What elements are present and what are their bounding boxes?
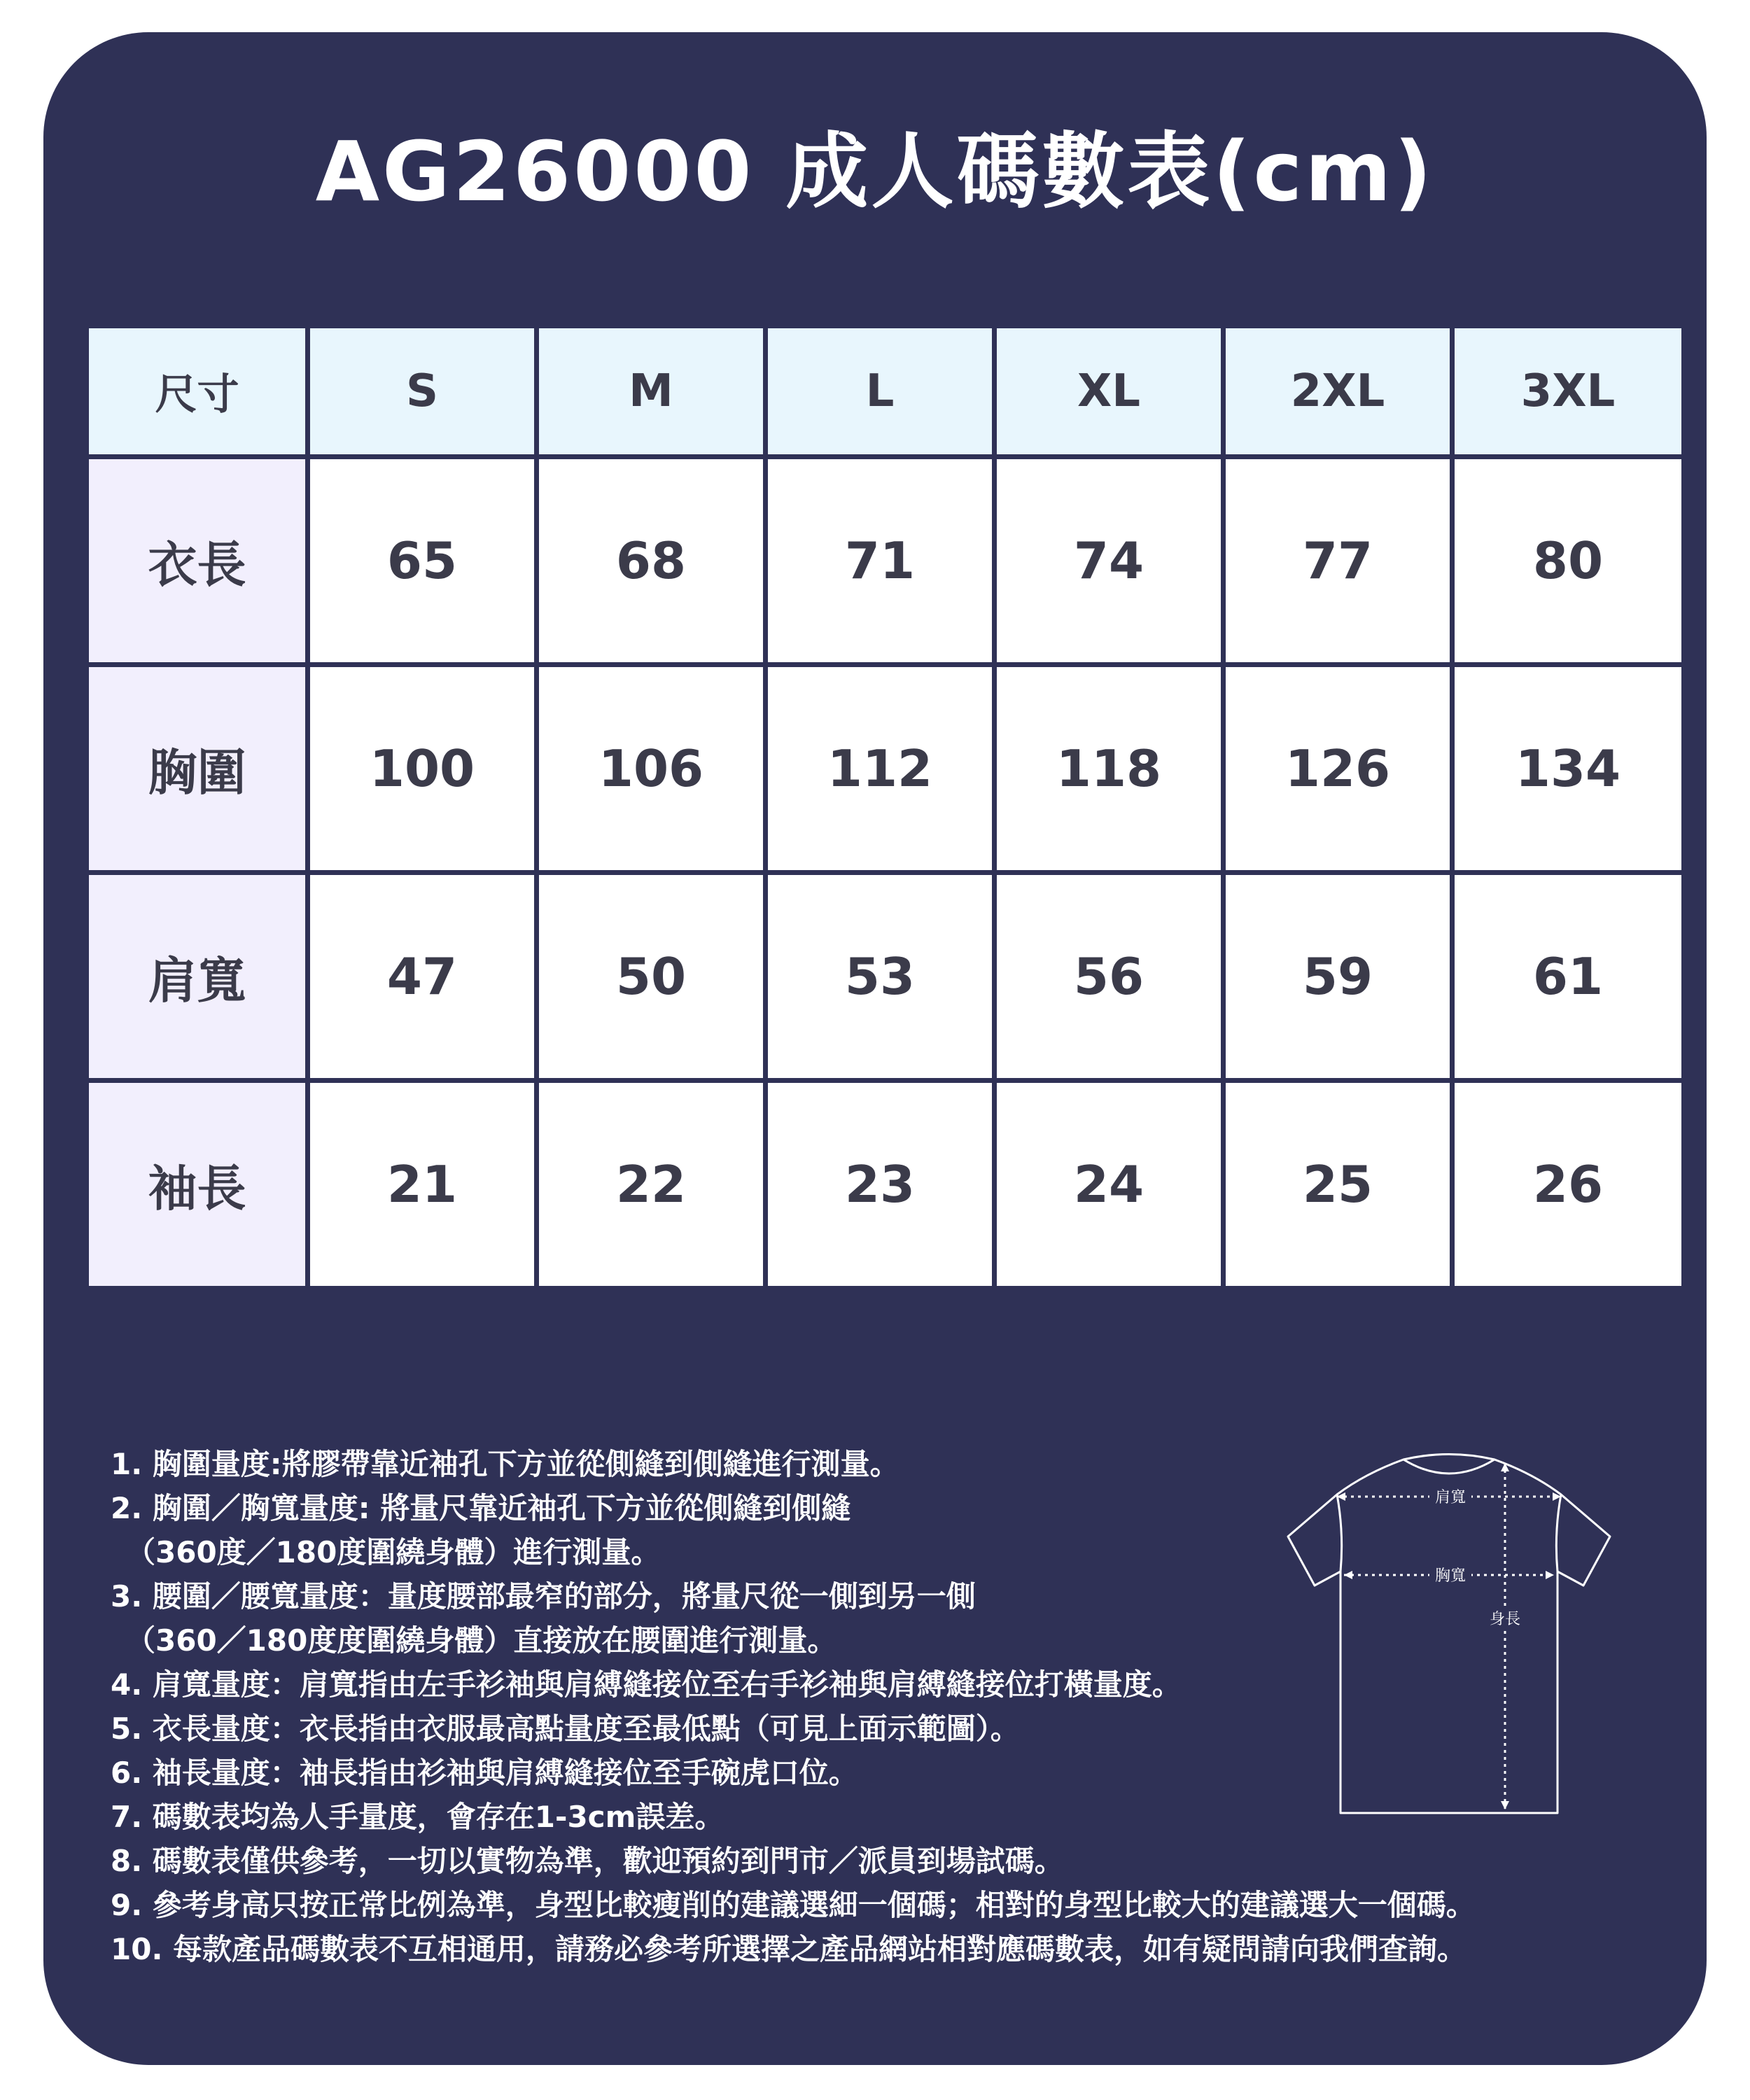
table-cell: 59 — [1224, 873, 1452, 1081]
table-cell: 65 — [308, 457, 537, 665]
table-cell: 134 — [1452, 665, 1684, 873]
table-cell: 118 — [995, 665, 1224, 873]
header-cell: M — [537, 326, 766, 457]
table-cell: 80 — [1452, 457, 1684, 665]
table-cell: 68 — [537, 457, 766, 665]
note-item: 9. 參考身高只按正常比例為準，身型比較瘦削的建議選細一個碼；相對的身型比較大的建議選大一個碼。 — [111, 1888, 1476, 1922]
table-row — [87, 457, 1684, 665]
table-cell: 71 — [766, 457, 995, 665]
tshirt-diagram — [1239, 1435, 1659, 1820]
shoulder-label: 肩寬 — [1434, 1489, 1466, 1506]
table-cell: 23 — [766, 1081, 995, 1289]
note-item: 7. 碼數表均為人手量度，會存在1-3cm誤差。 — [111, 1800, 724, 1834]
table-cell: 77 — [1224, 457, 1452, 665]
table-header-row — [87, 326, 1684, 457]
table-cell: 56 — [995, 873, 1224, 1081]
note-item: 3. 腰圍／腰寬量度：量度腰部最窄的部分，將量尺從一側到另一側 — [111, 1579, 976, 1614]
right-sleeve-seam — [1556, 1494, 1561, 1572]
table-cell: 53 — [766, 873, 995, 1081]
table-row — [87, 873, 1684, 1081]
table-cell: 106 — [537, 665, 766, 873]
row-label: 衣長 — [87, 457, 308, 665]
tshirt-collar — [1404, 1460, 1494, 1474]
table-cell: 50 — [537, 873, 766, 1081]
table-cell: 25 — [1224, 1081, 1452, 1289]
header-cell: 2XL — [1224, 326, 1452, 457]
left-sleeve-seam — [1337, 1494, 1342, 1572]
header-cell-size: 尺寸 — [87, 326, 308, 457]
table-cell: 100 — [308, 665, 537, 873]
page-title: AG26000 成人碼數表(cm) — [315, 123, 1435, 220]
table-cell: 24 — [995, 1081, 1224, 1289]
note-item: 6. 袖長量度：袖長指由衫袖與肩縛縫接位至手碗虎口位。 — [111, 1756, 858, 1790]
note-item: （360／180度度圍繞身體）直接放在腰圍進行測量。 — [126, 1623, 837, 1658]
note-item: （360度／180度圍繞身體）進行測量。 — [126, 1535, 661, 1569]
table-row — [87, 665, 1684, 873]
table-cell: 21 — [308, 1081, 537, 1289]
table-cell: 47 — [308, 873, 537, 1081]
table-row — [87, 1081, 1684, 1289]
note-item: 4. 肩寬量度：肩寬指由左手衫袖與肩縛縫接位至右手衫袖與肩縛縫接位打橫量度。 — [111, 1667, 1182, 1702]
row-label: 胸圍 — [87, 665, 308, 873]
tshirt-outline — [1288, 1455, 1610, 1814]
note-item: 1. 胸圍量度:將膠帶靠近袖孔下方並從側縫到側縫進行測量。 — [111, 1447, 899, 1481]
size-table — [84, 323, 1686, 1291]
header-cell: L — [766, 326, 995, 457]
table-cell: 22 — [537, 1081, 766, 1289]
table-cell: 26 — [1452, 1081, 1684, 1289]
note-item: 2. 胸圍／胸寬量度: 將量尺靠近袖孔下方並從側縫到側縫 — [111, 1491, 851, 1525]
note-item: 8. 碼數表僅供參考，一切以實物為準，歡迎預約到門市／派員到場試碼。 — [111, 1844, 1064, 1878]
note-item: 10. 每款產品碼數表不互相通用，請務必參考所選擇之產品網站相對應碼數表，如有疑問請向我們查詢。 — [111, 1932, 1467, 1966]
length-label: 身長 — [1489, 1611, 1521, 1628]
header-cell: 3XL — [1452, 326, 1684, 457]
note-item: 5. 衣長量度：衣長指由衣服最高點量度至最低點（可見上面示範圖）。 — [111, 1712, 1020, 1746]
row-label: 肩寬 — [87, 873, 308, 1081]
table-cell: 61 — [1452, 873, 1684, 1081]
header-cell: S — [308, 326, 537, 457]
table-cell: 126 — [1224, 665, 1452, 873]
table-cell: 112 — [766, 665, 995, 873]
header-cell: XL — [995, 326, 1224, 457]
row-label: 袖長 — [87, 1081, 308, 1289]
table-cell: 74 — [995, 457, 1224, 665]
chest-label: 胸寬 — [1434, 1567, 1466, 1585]
